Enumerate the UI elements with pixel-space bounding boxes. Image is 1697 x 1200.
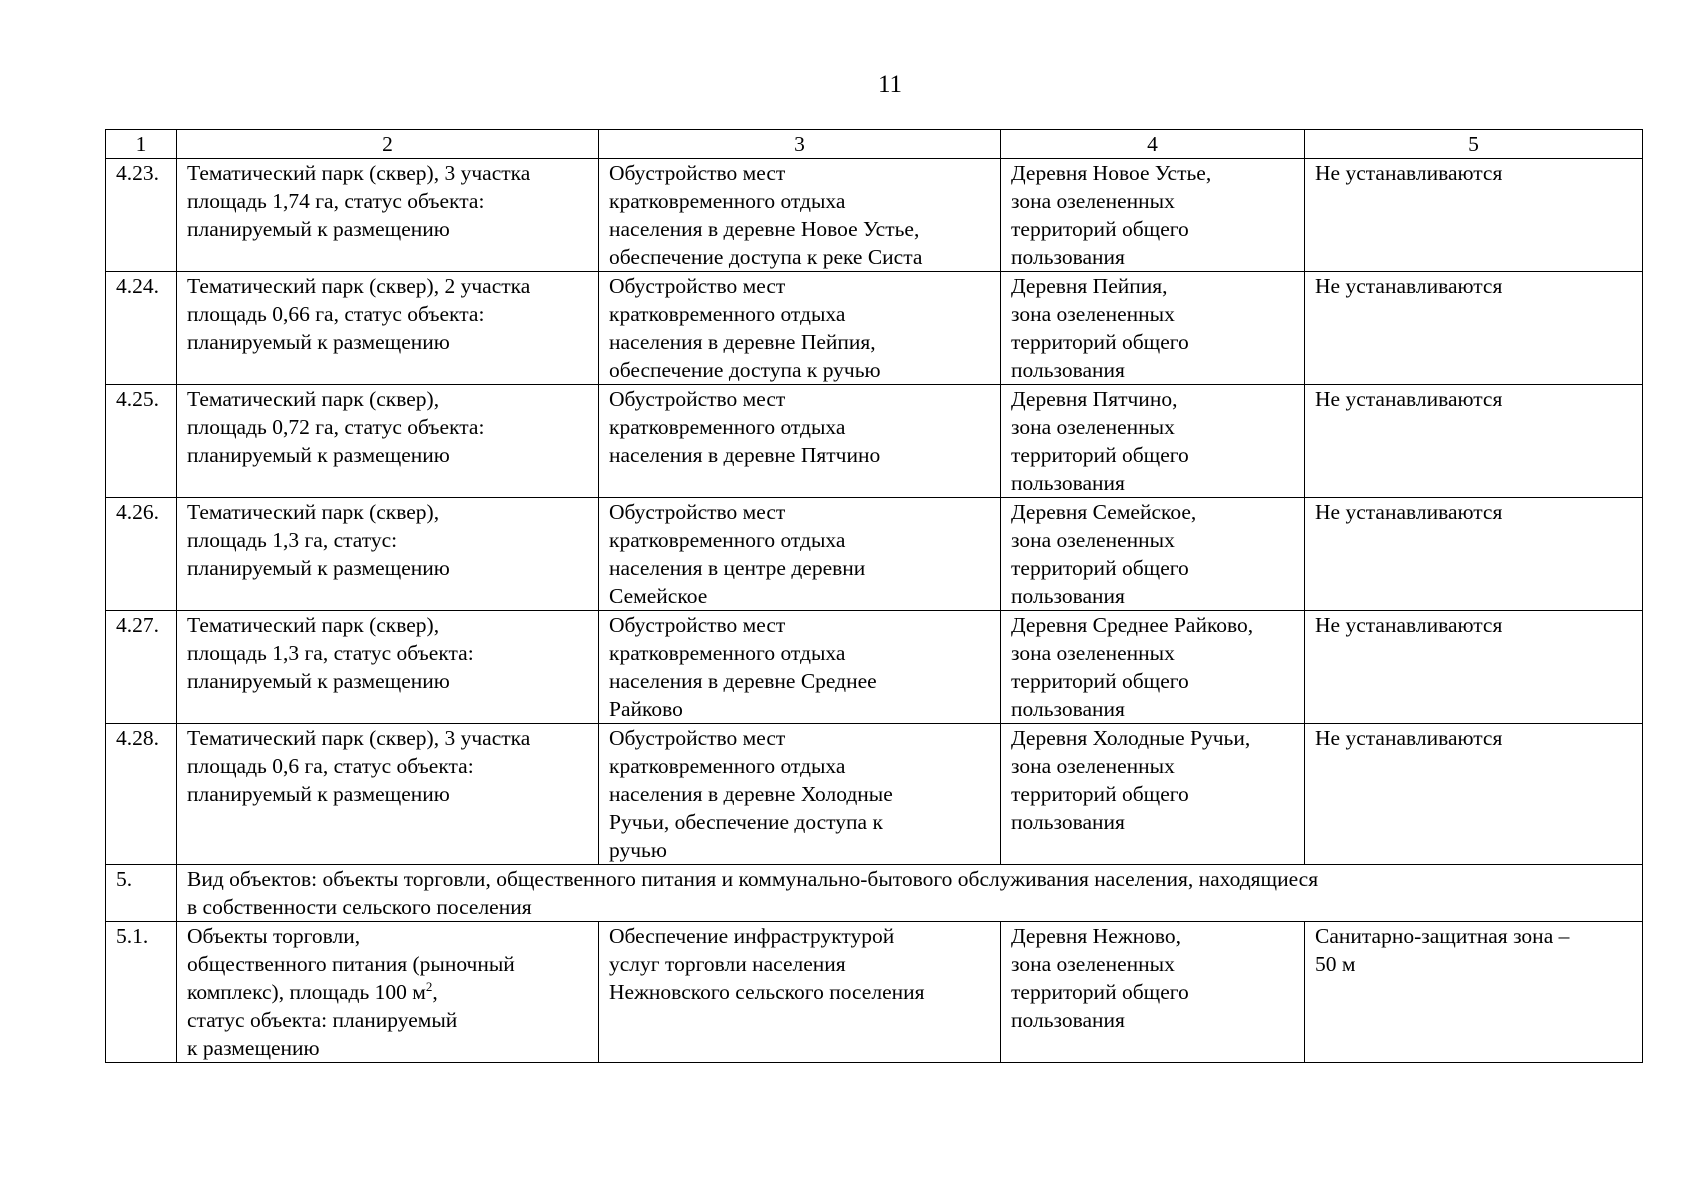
section-title: Вид объектов: объекты торговли, общественного питания и коммунально-бытового обслуживания населения, находящиеся в собственности сельского поселения	[177, 865, 1643, 922]
row-number: 4.28.	[106, 724, 177, 865]
row-number: 4.24.	[106, 272, 177, 385]
table-header-row	[106, 130, 1643, 159]
table-row	[106, 159, 1643, 272]
object-purpose: Обустройство мест кратковременного отдыха населения в деревне Новое Устье, обеспечение доступа к реке Систа	[599, 159, 1001, 272]
row-number: 4.26.	[106, 498, 177, 611]
object-name: Тематический парк (сквер), 2 участка площадь 0,66 га, статус объекта: планируемый к размещению	[177, 272, 599, 385]
column-header: 1	[106, 130, 177, 159]
object-name-line: общественного питания (рыночный	[187, 952, 515, 976]
object-location: Деревня Нежново, зона озелененных территорий общего пользования	[1001, 922, 1305, 1063]
column-header: 3	[599, 130, 1001, 159]
object-location: Деревня Пятчино, зона озелененных территорий общего пользования	[1001, 385, 1305, 498]
area-superscript: 2	[425, 978, 433, 994]
object-name-line: Объекты торговли,	[187, 924, 361, 948]
object-zone: Не устанавливаются	[1305, 272, 1643, 385]
column-header: 4	[1001, 130, 1305, 159]
object-zone: Санитарно-защитная зона – 50 м	[1305, 922, 1643, 1063]
object-zone: Не устанавливаются	[1305, 498, 1643, 611]
column-header: 2	[177, 130, 599, 159]
row-number: 4.25.	[106, 385, 177, 498]
row-number: 4.23.	[106, 159, 177, 272]
table-row	[106, 922, 1643, 1063]
table-row	[106, 611, 1643, 724]
row-number: 4.27.	[106, 611, 177, 724]
object-name: Тематический парк (сквер), площадь 0,72 га, статус объекта: планируемый к размещению	[177, 385, 599, 498]
section-row	[106, 865, 1643, 922]
object-location: Деревня Новое Устье, зона озелененных территорий общего пользования	[1001, 159, 1305, 272]
object-purpose: Обустройство мест кратковременного отдыха населения в деревне Холодные Ручьи, обеспечение доступа к ручью	[599, 724, 1001, 865]
object-purpose: Обустройство мест кратковременного отдыха населения в деревне Среднее Райково	[599, 611, 1001, 724]
object-zone: Не устанавливаются	[1305, 159, 1643, 272]
objects-table	[105, 129, 1643, 1063]
object-location: Деревня Среднее Райково, зона озелененных территорий общего пользования	[1001, 611, 1305, 724]
object-zone: Не устанавливаются	[1305, 611, 1643, 724]
object-purpose: Обеспечение инфраструктурой услуг торговли населения Нежновского сельского поселения	[599, 922, 1001, 1063]
page-number: 11	[877, 71, 903, 98]
object-name: Тематический парк (сквер), 3 участка площадь 1,74 га, статус объекта: планируемый к размещению	[177, 159, 599, 272]
table-row	[106, 272, 1643, 385]
table-row	[106, 385, 1643, 498]
object-location: Деревня Пейпия, зона озелененных территорий общего пользования	[1001, 272, 1305, 385]
area-comma: ,	[432, 980, 438, 1004]
table-row	[106, 724, 1643, 865]
area-text: комплекс), площадь 100 м	[187, 980, 426, 1004]
object-name-line: статус объекта: планируемый	[187, 1008, 458, 1032]
object-name: Тематический парк (сквер), площадь 1,3 га, статус объекта: планируемый к размещению	[177, 611, 599, 724]
object-name-line: к размещению	[187, 1036, 320, 1060]
row-number: 5.1.	[106, 922, 177, 1063]
object-name: Тематический парк (сквер), площадь 1,3 га, статус: планируемый к размещению	[177, 498, 599, 611]
object-location: Деревня Холодные Ручьи, зона озелененных территорий общего пользования	[1001, 724, 1305, 865]
object-purpose: Обустройство мест кратковременного отдыха населения в деревне Пятчино	[599, 385, 1001, 498]
table-row	[106, 498, 1643, 611]
object-name	[177, 922, 599, 1063]
object-zone: Не устанавливаются	[1305, 724, 1643, 865]
section-number: 5.	[106, 865, 177, 922]
object-purpose: Обустройство мест кратковременного отдыха населения в центре деревни Семейское	[599, 498, 1001, 611]
object-name: Тематический парк (сквер), 3 участка площадь 0,6 га, статус объекта: планируемый к размещению	[177, 724, 599, 865]
column-header: 5	[1305, 130, 1643, 159]
object-location: Деревня Семейское, зона озелененных территорий общего пользования	[1001, 498, 1305, 611]
object-zone: Не устанавливаются	[1305, 385, 1643, 498]
object-purpose: Обустройство мест кратковременного отдыха населения в деревне Пейпия, обеспечение доступа к ручью	[599, 272, 1001, 385]
object-name-line	[187, 978, 588, 1006]
